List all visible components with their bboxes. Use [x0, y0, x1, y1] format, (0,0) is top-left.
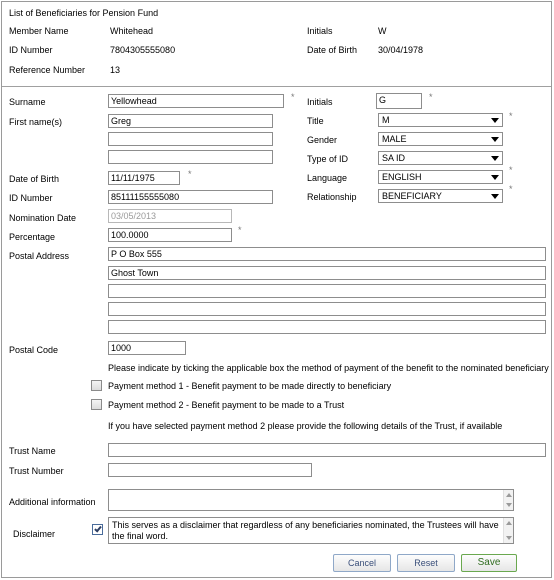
scroll-up-icon[interactable]: [506, 521, 512, 525]
first-name-input-3[interactable]: [108, 150, 273, 164]
reference-number-label: Reference Number: [9, 65, 86, 75]
dob-input[interactable]: 11/11/1975: [108, 171, 180, 185]
payment-method-1-checkbox[interactable]: [91, 380, 102, 391]
reset-button[interactable]: Reset: [397, 554, 455, 572]
disclaimer-textarea[interactable]: [108, 517, 514, 544]
member-dob-label: Date of Birth: [307, 45, 358, 55]
payment-method-2-label: Payment method 2 - Benefit payment to be made to a Trust: [108, 400, 345, 410]
gender-label: Gender: [307, 135, 338, 145]
disclaimer-label: Disclaimer: [13, 529, 56, 539]
language-select-value: ENGLISH: [382, 172, 422, 182]
postal-address-line-5[interactable]: [108, 320, 546, 334]
title-select[interactable]: [378, 113, 503, 127]
postal-address-line-2[interactable]: Ghost Town: [108, 266, 546, 280]
postal-address-line-4[interactable]: [108, 302, 546, 316]
initials-label: Initials: [307, 97, 333, 107]
required-marker: *: [509, 111, 513, 121]
scroll-down-icon[interactable]: [506, 503, 512, 507]
payment-method-1-label: Payment method 1 - Benefit payment to be made directly to beneficiary: [108, 381, 392, 391]
relationship-select[interactable]: [378, 189, 503, 203]
cancel-button[interactable]: Cancel: [333, 554, 391, 572]
required-marker: *: [238, 225, 242, 235]
first-name-input-1[interactable]: Greg: [108, 114, 273, 128]
gender-select-value: MALE: [382, 134, 407, 144]
percentage-input[interactable]: 100.0000: [108, 228, 232, 242]
relationship-select-value: BENEFICIARY: [382, 191, 442, 201]
chevron-down-icon: [491, 194, 499, 199]
member-initials-label: Initials: [307, 26, 333, 36]
required-marker: *: [291, 92, 295, 102]
header-divider: [2, 86, 551, 87]
chevron-down-icon: [491, 137, 499, 142]
additional-info-label: Additional information: [9, 497, 96, 507]
initials-input[interactable]: G: [376, 93, 422, 109]
textarea-scrollbar[interactable]: [503, 518, 513, 543]
member-id-number-value: 7804305555080: [110, 45, 176, 55]
title-label: Title: [307, 116, 324, 126]
nomination-date-label: Nomination Date: [9, 213, 77, 223]
trust-name-label: Trust Name: [9, 446, 56, 456]
percentage-label: Percentage: [9, 232, 56, 242]
member-name-value: Whitehead: [110, 26, 154, 36]
relationship-label: Relationship: [307, 192, 357, 202]
member-id-number-label: ID Number: [9, 45, 53, 55]
additional-info-textarea[interactable]: [108, 489, 514, 511]
required-marker: *: [188, 169, 192, 179]
type-of-id-select[interactable]: [378, 151, 503, 165]
language-label: Language: [307, 173, 348, 183]
type-of-id-label: Type of ID: [307, 154, 349, 164]
first-name-input-2[interactable]: [108, 132, 273, 146]
trust-name-input[interactable]: [108, 443, 546, 457]
scroll-up-icon[interactable]: [506, 493, 512, 497]
title-select-value: M: [382, 115, 390, 125]
disclaimer-checkbox[interactable]: [92, 524, 103, 535]
trust-number-input[interactable]: [108, 463, 312, 477]
postal-address-line-1[interactable]: P O Box 555: [108, 247, 546, 261]
check-icon: [94, 525, 102, 533]
member-name-label: Member Name: [9, 26, 69, 36]
chevron-down-icon: [491, 175, 499, 180]
trust-instruction: If you have selected payment method 2 please provide the following details of the Trust, if available: [108, 421, 503, 431]
disclaimer-text: This serves as a disclaimer that regardless of any beneficiaries nominated, the Trustees will have the final word.: [112, 520, 499, 541]
chevron-down-icon: [491, 156, 499, 161]
surname-label: Surname: [9, 97, 46, 107]
payment-instruction: Please indicate by ticking the applicable box the method of payment of the benefit to the nominated beneficiary: [108, 363, 549, 373]
id-number-input[interactable]: 85111155555080: [108, 190, 273, 204]
member-initials-value: W: [378, 26, 387, 36]
surname-input[interactable]: Yellowhead: [108, 94, 284, 108]
beneficiary-dialog: [1, 1, 552, 578]
language-select[interactable]: [378, 170, 503, 184]
scroll-down-icon[interactable]: [506, 536, 512, 540]
save-button[interactable]: Save: [461, 554, 517, 572]
dialog-title: List of Beneficiaries for Pension Fund: [9, 8, 159, 18]
dob-label: Date of Birth: [9, 174, 60, 184]
textarea-scrollbar[interactable]: [503, 490, 513, 510]
required-marker: *: [509, 184, 513, 194]
postal-code-label: Postal Code: [9, 345, 59, 355]
type-of-id-select-value: SA ID: [382, 153, 406, 163]
nomination-date-input: 03/05/2013: [108, 209, 232, 223]
postal-address-line-3[interactable]: [108, 284, 546, 298]
reference-number-value: 13: [110, 65, 121, 75]
member-dob-value: 30/04/1978: [378, 45, 424, 55]
required-marker: *: [429, 92, 433, 102]
postal-code-input[interactable]: 1000: [108, 341, 186, 355]
payment-method-2-checkbox[interactable]: [91, 399, 102, 410]
required-marker: *: [509, 165, 513, 175]
postal-address-label: Postal Address: [9, 251, 70, 261]
gender-select[interactable]: [378, 132, 503, 146]
first-names-label: First name(s): [9, 117, 63, 127]
chevron-down-icon: [491, 118, 499, 123]
trust-number-label: Trust Number: [9, 466, 64, 476]
id-number-label: ID Number: [9, 193, 53, 203]
